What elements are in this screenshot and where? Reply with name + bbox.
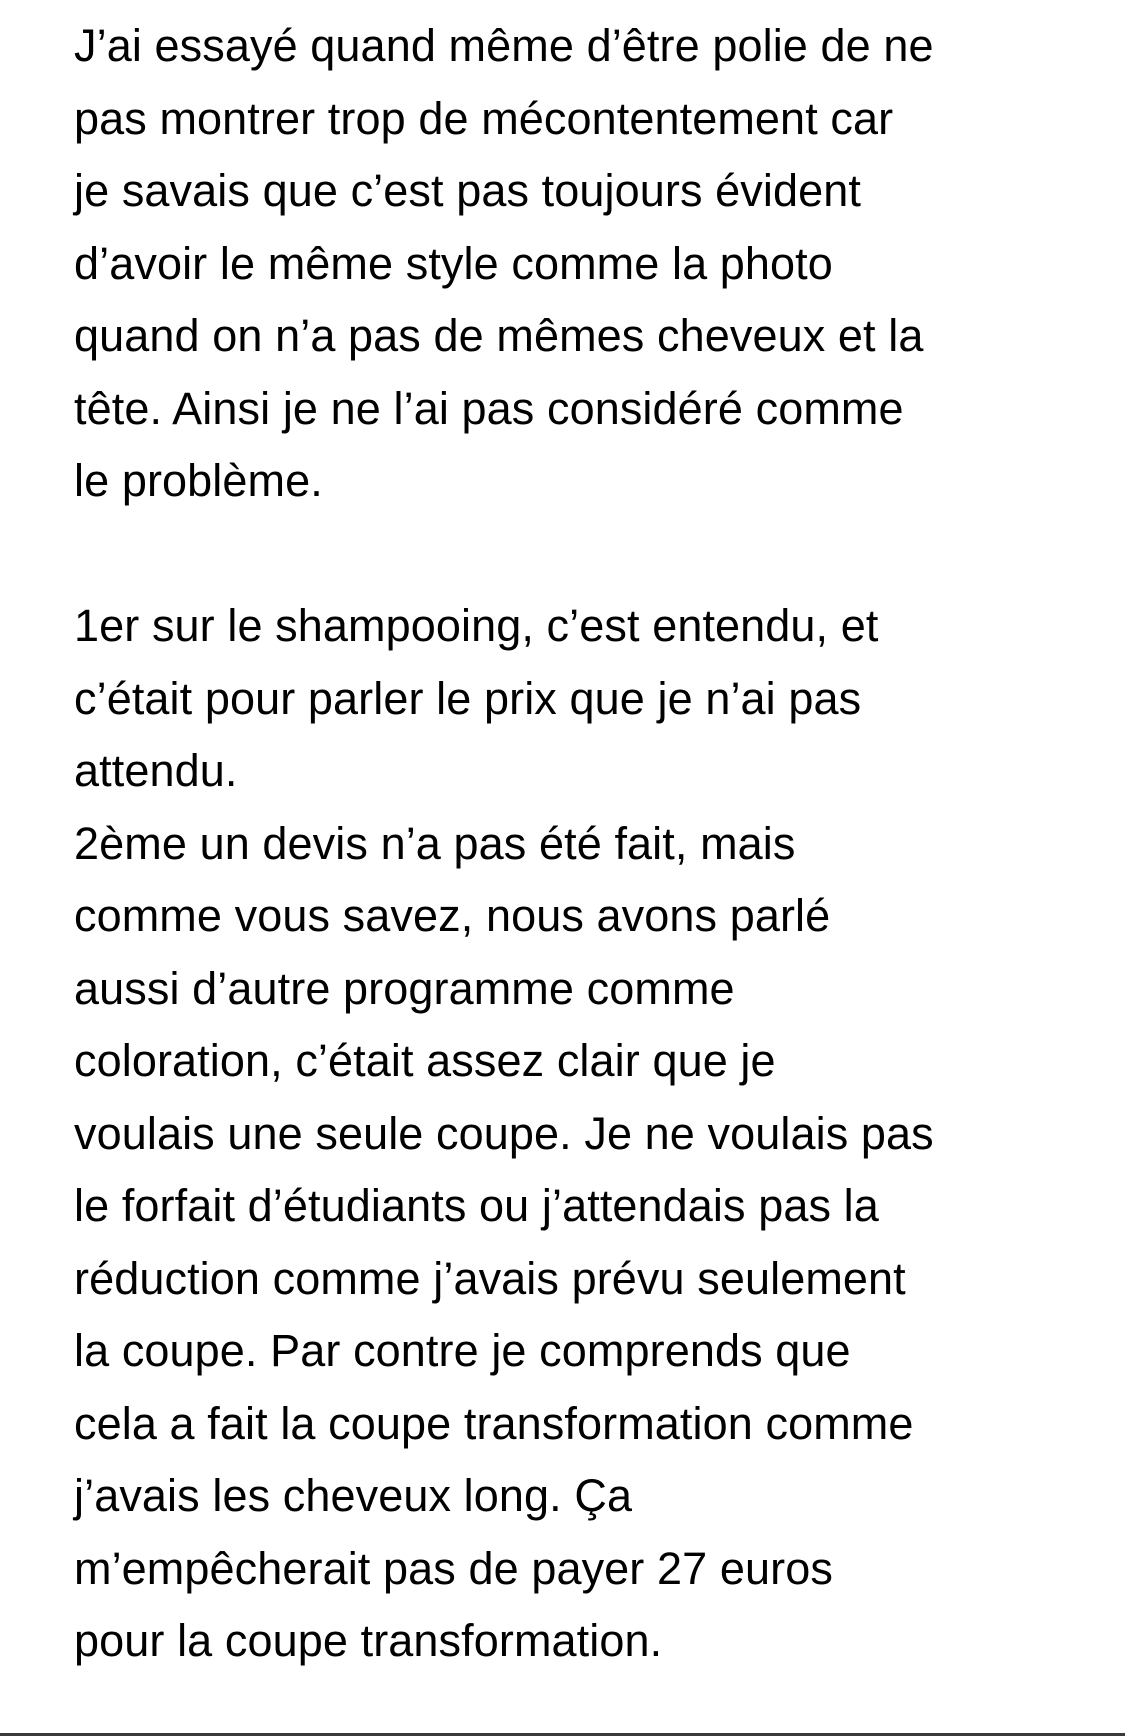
text-line: m’empêcherait pas de payer 27 euros	[74, 1542, 833, 1594]
text-line: le problème.	[74, 455, 323, 506]
text-line: aussi d’autre programme comme	[74, 962, 735, 1014]
text-line: pas montrer trop de mécontentement car	[74, 92, 894, 144]
text-line: 2ème un devis n’a pas été fait, mais	[74, 817, 796, 869]
text-line: pour la coupe transformation.	[74, 1615, 663, 1666]
text-line: voulais une seule coupe. Je ne voulais pas	[74, 1107, 934, 1159]
paragraph-1	[74, 10, 1084, 518]
text-line: je savais que c’est pas toujours évident	[74, 165, 861, 216]
text-line: le forfait d’étudiants ou j’attendais pas la	[74, 1180, 879, 1231]
text-line: comme vous savez, nous avons parlé	[74, 890, 831, 941]
text-line: la coupe. Par contre je comprends que	[74, 1325, 851, 1376]
text-line: tête. Ainsi je ne l’ai pas considéré comme	[74, 382, 904, 434]
text-line: quand on n’a pas de mêmes cheveux et la	[74, 310, 924, 361]
note-body[interactable]	[74, 10, 1084, 1678]
text-line: d’avoir le même style comme la photo	[74, 237, 833, 289]
paragraph-spacer	[74, 518, 1084, 591]
text-line: 1er sur le shampooing, c’est entendu, et	[74, 600, 879, 651]
text-line: j’avais les cheveux long. Ça	[74, 1470, 633, 1521]
text-line: c’était pour parler le prix que je n’ai pas	[74, 672, 862, 724]
paragraph-2	[74, 590, 1084, 1678]
text-line: attendu.	[74, 745, 238, 796]
text-line: J’ai essayé quand même d’être polie de ne	[74, 20, 934, 71]
text-line: cela a fait la coupe transformation comme	[74, 1397, 914, 1449]
text-line: coloration, c’était assez clair que je	[74, 1035, 776, 1086]
text-line: réduction comme j’avais prévu seulement	[74, 1252, 906, 1304]
